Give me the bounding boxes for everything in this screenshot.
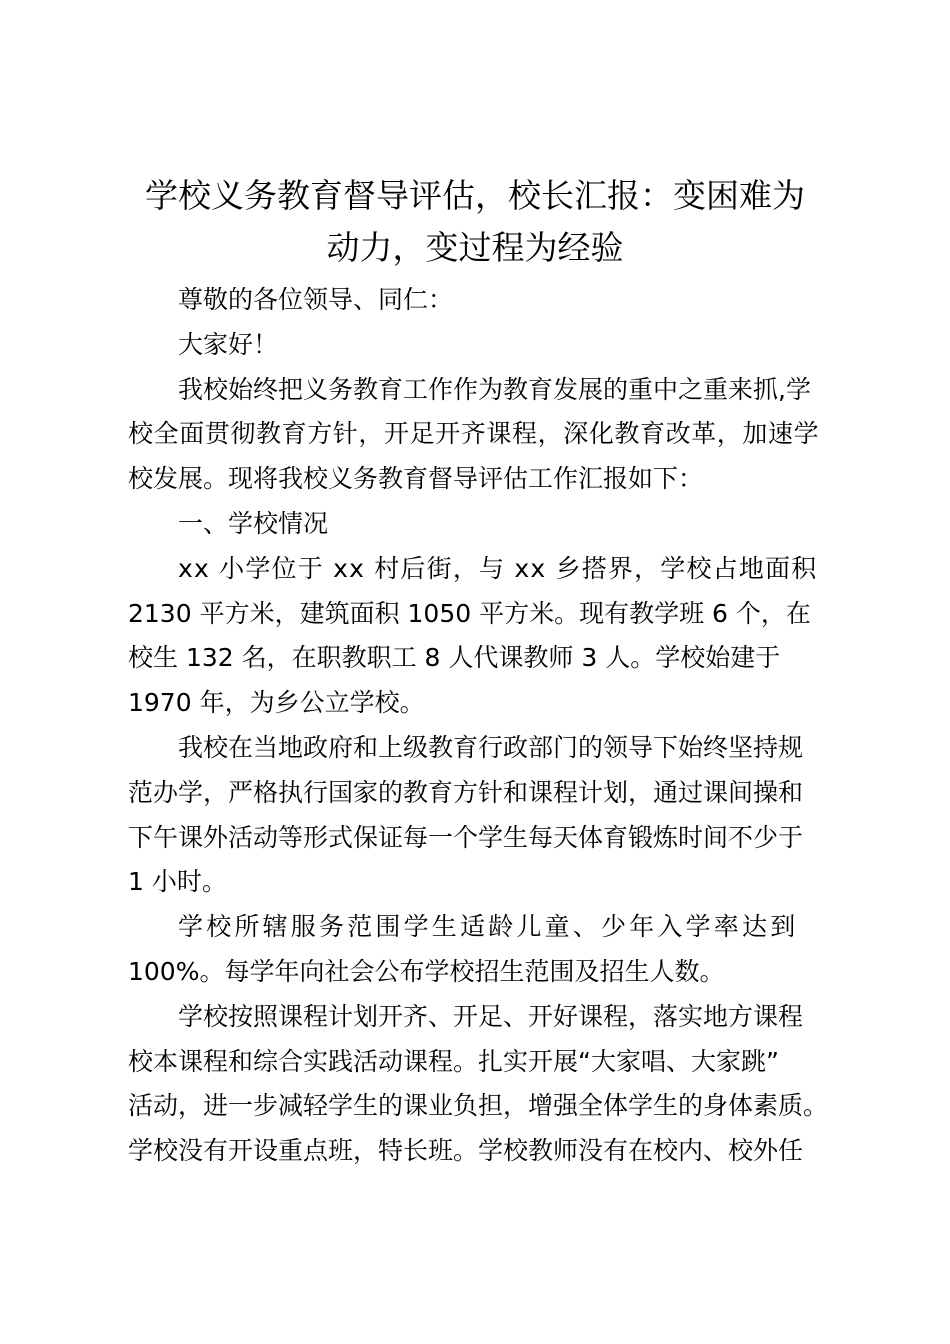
paragraph-line: 我校始终把义务教育工作作为教育发展的重中之重来抓,学 (178, 374, 811, 404)
document-title (100, 170, 850, 274)
paragraph-line: 活动，进一步减轻学生的课业负担，增强全体学生的身体素质。 (128, 1091, 829, 1121)
paragraph-line: 100%。每学年向社会公布学校招生范围及招生人数。 (128, 956, 725, 986)
paragraph-line: 学校按照课程计划开齐、开足、开好课程，落实地方课程 (178, 1001, 804, 1031)
document-body (128, 278, 838, 1174)
paragraph-line: 校生 132 名，在职教职工 8 人代课教师 3 人。学校始建于 (128, 643, 781, 673)
paragraph-line: 学校没有开设重点班，特长班。学校教师没有在校内、校外任 (128, 1136, 804, 1166)
paragraph-line: 学校所辖服务范围学生适龄儿童、少年入学率达到 (178, 912, 799, 942)
paragraph-line: 范办学，严格执行国家的教育方针和课程计划，通过课间操和 (128, 777, 804, 807)
paragraph-line: 2130 平方米，建筑面积 1050 平方米。现有教学班 6 个，在 (128, 598, 811, 628)
section-heading: 一、学校情况 (178, 508, 329, 538)
paragraph-line: 校本课程和综合实践活动课程。扎实开展“大家唱、大家跳” (128, 1046, 779, 1076)
paragraph-line: 我校在当地政府和上级教育行政部门的领导下始终坚持规 (178, 732, 804, 762)
paragraph-line: 1 小时。 (128, 867, 227, 897)
paragraph-line: 1970 年，为乡公立学校。 (128, 688, 425, 718)
title-line: 学校义务教育督导评估，校长汇报：变困难为 (145, 176, 805, 215)
paragraph-line: 下午课外活动等形式保证每一个学生每天体育锻炼时间不少于 (128, 822, 804, 852)
salutation: 尊敬的各位领导、同仁： (178, 285, 454, 314)
greeting: 大家好！ (178, 329, 279, 359)
paragraph-line: 校发展。现将我校义务教育督导评估工作汇报如下： (128, 464, 704, 494)
paragraph-line: 校全面贯彻教育方针，开足开齐课程，深化教育改革，加速学 (128, 419, 820, 449)
title-line: 动力，变过程为经验 (326, 228, 624, 267)
paragraph-line: xx 小学位于 xx 村后街，与 xx 乡搭界，学校占地面积 (178, 553, 818, 583)
